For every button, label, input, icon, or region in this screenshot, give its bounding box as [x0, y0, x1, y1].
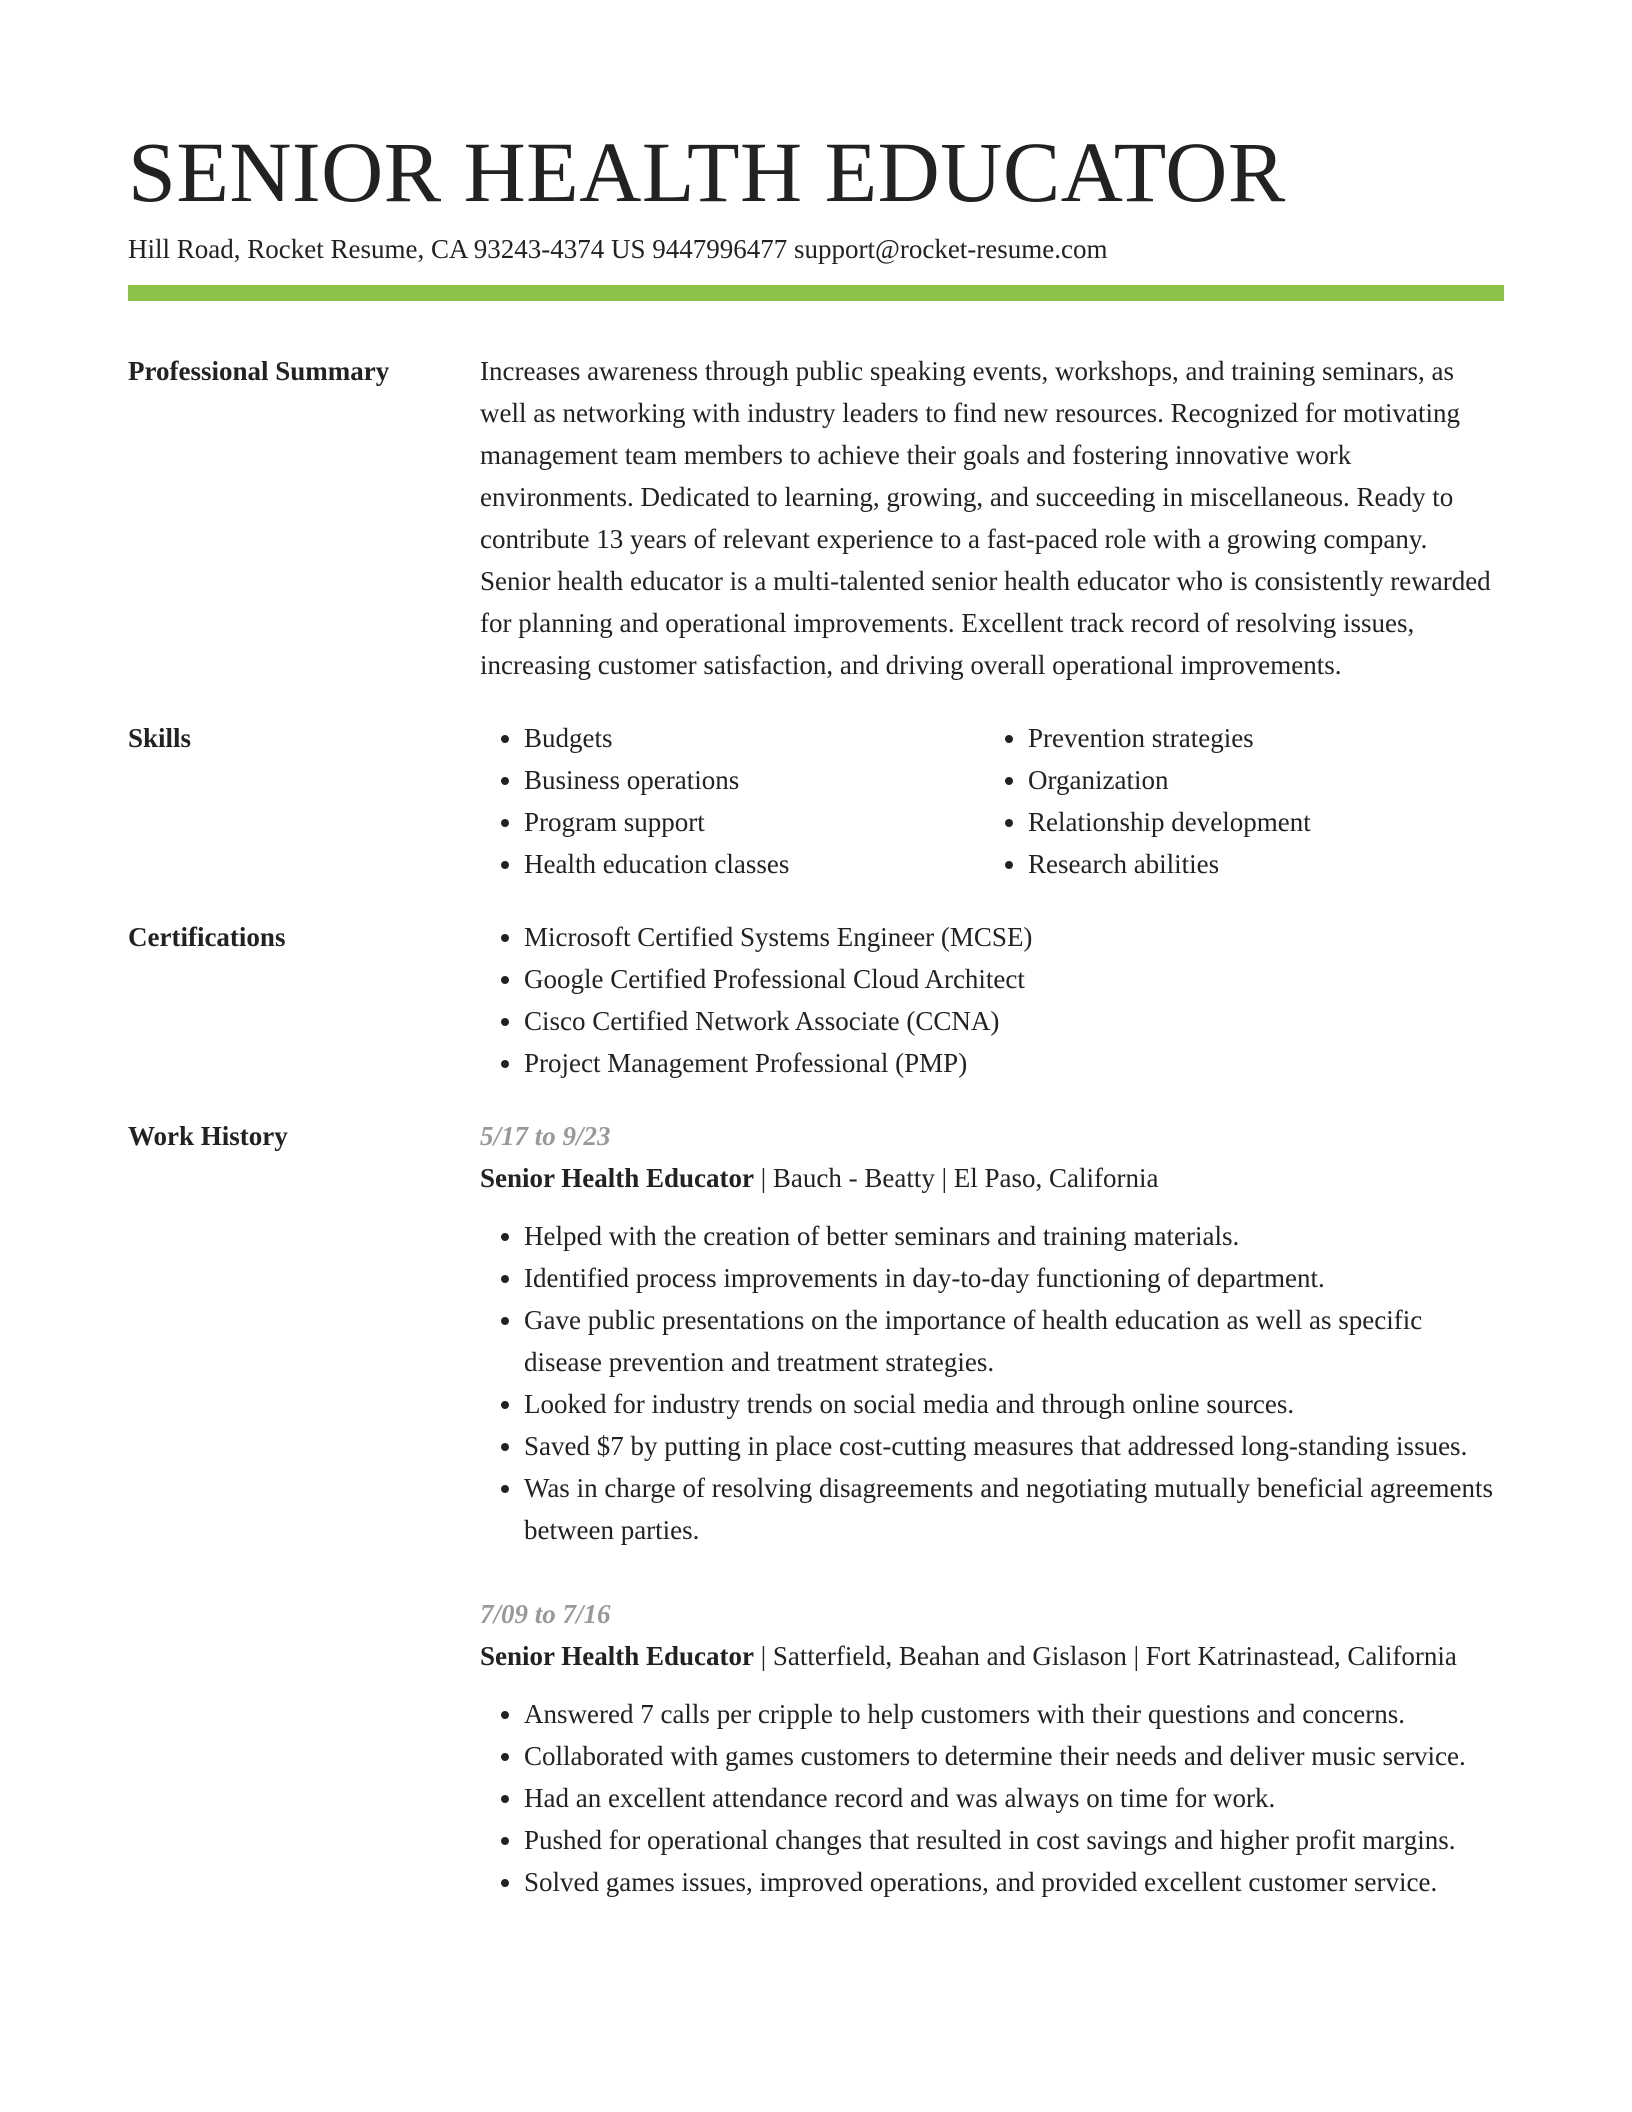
- skill-item: • Prevention strategies: [1028, 717, 1488, 759]
- job-bullet: • Saved $7 by putting in place cost-cutting measures that addressed long-standing issues.: [524, 1425, 1504, 1467]
- skills-section: [128, 717, 1504, 885]
- job-bullets: [480, 1215, 1504, 1551]
- skill-item: • Relationship development: [1028, 801, 1488, 843]
- certification-item: • Google Certified Professional Cloud Architect: [524, 958, 1504, 1000]
- summary-label: Professional Summary: [128, 356, 390, 386]
- skills-label: Skills: [128, 723, 192, 753]
- job-title-line: [480, 1635, 1504, 1677]
- job-bullets: [480, 1693, 1504, 1903]
- certifications-label: Certifications: [128, 922, 286, 952]
- work-history-label: Work History: [128, 1121, 288, 1151]
- job-bullet: • Collaborated with games customers to determine their needs and deliver music service.: [524, 1735, 1504, 1777]
- job-bullet: • Was in charge of resolving disagreements and negotiating mutually beneficial agreements between parties.: [524, 1467, 1504, 1551]
- skill-item: • Organization: [1028, 759, 1488, 801]
- job-title: Senior Health Educator: [480, 1641, 755, 1671]
- job-bullet: • Identified process improvements in day-to-day functioning of department.: [524, 1257, 1504, 1299]
- job-details: | Satterfield, Beahan and Gislason | Fort Katrinastead, California: [754, 1641, 1457, 1671]
- job-bullet: • Gave public presentations on the importance of health education as well as specific disease prevention and treatment strategies.: [524, 1299, 1504, 1383]
- certifications-list: [480, 916, 1504, 1084]
- job-bullet: • Had an excellent attendance record and was always on time for work.: [524, 1777, 1504, 1819]
- job-dates: 7/09 to 7/16: [480, 1599, 611, 1629]
- job-bullet: • Helped with the creation of better seminars and training materials.: [524, 1215, 1504, 1257]
- certification-item: • Project Management Professional (PMP): [524, 1042, 1504, 1084]
- certifications-section: [128, 916, 1504, 1084]
- work-history-section: [128, 1115, 1504, 1903]
- skill-item: • Research abilities: [1028, 843, 1488, 885]
- resume-content: [128, 350, 1504, 1934]
- skills-list-left: [480, 717, 984, 885]
- certification-item: • Cisco Certified Network Associate (CCNA): [524, 1000, 1504, 1042]
- accent-rule: [128, 285, 1504, 301]
- certification-item: • Microsoft Certified Systems Engineer (MCSE): [524, 916, 1504, 958]
- skill-item: • Business operations: [524, 759, 984, 801]
- job-bullet: • Solved games issues, improved operations, and provided excellent customer service.: [524, 1861, 1504, 1903]
- skills-list-right: [984, 717, 1488, 885]
- job-bullet: • Pushed for operational changes that resulted in cost savings and higher profit margins.: [524, 1819, 1504, 1861]
- job-details: | Bauch - Beatty | El Paso, California: [754, 1163, 1159, 1193]
- job-bullet: • Answered 7 calls per cripple to help customers with their questions and concerns.: [524, 1693, 1504, 1735]
- skill-item: • Budgets: [524, 717, 984, 759]
- contact-line: Hill Road, Rocket Resume, CA 93243-4374 US 9447996477 support@rocket-resume.com: [128, 234, 1108, 264]
- job-bullet: • Looked for industry trends on social media and through online sources.: [524, 1383, 1504, 1425]
- summary-section: [128, 350, 1504, 686]
- resume-title: SENIOR HEALTH EDUCATOR: [128, 124, 1286, 220]
- skill-item: • Health education classes: [524, 843, 984, 885]
- job-title: Senior Health Educator: [480, 1163, 755, 1193]
- job-dates: 5/17 to 9/23: [480, 1121, 611, 1151]
- job-entry: [480, 1115, 1504, 1551]
- summary-text: Increases awareness through public speaking events, workshops, and training seminars, as well as networking with industry leaders to find new resources. Recognized for motivating management team members to achieve their goals and fostering innovative work environments. Dedicated to learning, growing, and succeeding in miscellaneous. Ready to contribute 13 years of relevant experience to a fast-paced role with a growing company. Senior health educator is a multi-talented senior health educator who is consistently rewarded for planning and operational improvements. Excellent track record of resolving issues, increasing customer satisfaction, and driving overall operational improvements.: [480, 356, 1491, 680]
- skill-item: • Program support: [524, 801, 984, 843]
- job-entry: [480, 1593, 1504, 1903]
- job-title-line: [480, 1157, 1504, 1199]
